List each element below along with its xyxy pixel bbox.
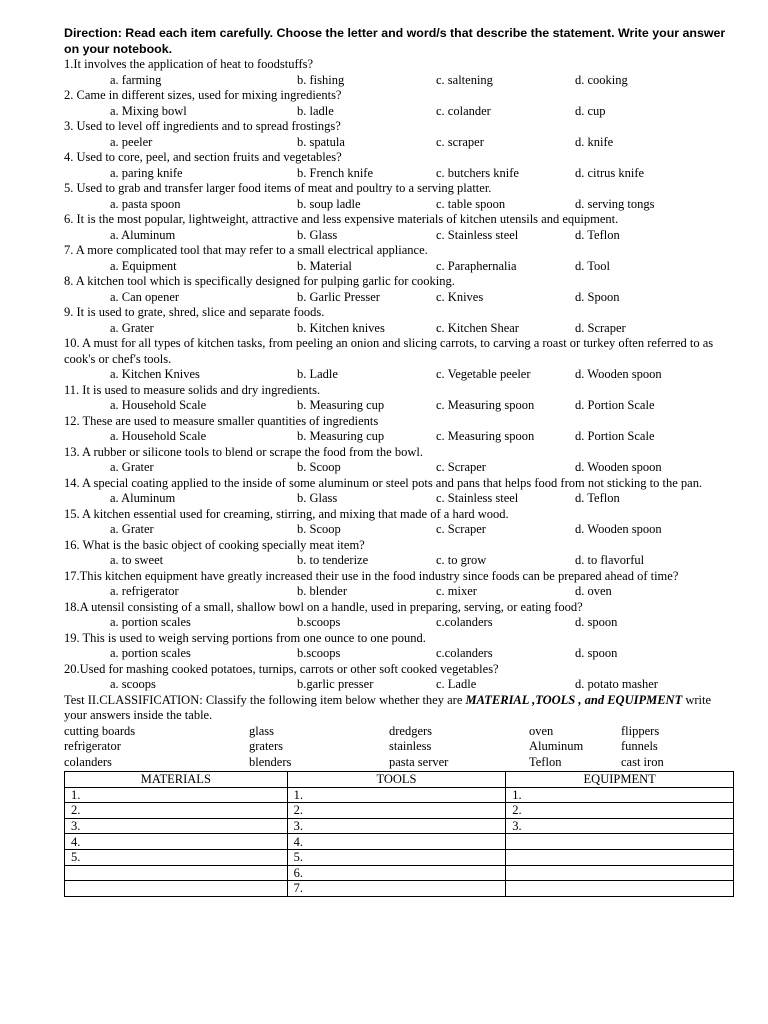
materials-cell [65,881,288,897]
option-c: c. Vegetable peeler [436,367,531,381]
option-d: d. spoon [575,646,618,660]
answer-options [64,290,734,306]
direction-label: Direction: [64,26,122,40]
question-text: 6. It is the most popular, lightweight, attractive and less expensive materials of kitchen utensils and equipment. [64,212,619,226]
option-a: a. to sweet [110,553,164,567]
option-b: b. fishing [297,72,345,87]
option-d: d. serving tongs [575,196,655,211]
equipment-cell [506,834,734,850]
option-a: a. Can opener [110,289,180,304]
option-d: d. cup [575,103,606,118]
table-header-row [65,772,734,788]
option-a: a. scoops [110,677,156,691]
option-d: d. Portion Scale [575,398,655,412]
table-row [65,881,734,897]
option-a: a. refrigerator [110,584,179,598]
option-b: b. ladle [297,103,334,118]
classification-item: blenders [249,754,292,769]
option-b: b. French knife [297,165,374,180]
option-c: c. mixer [436,584,477,598]
classification-item: pasta server [389,754,449,769]
answer-options [64,522,734,538]
option-b: b. Scoop [297,522,341,536]
question-text: 10. A must for all types of kitchen tasks, from peeling an onion and slicing carrots, to carving a roast or turkey often referred to as cook's or chef's tools. [64,336,714,366]
tools-cell: 3. [287,818,506,834]
option-c: c.colanders [436,646,493,660]
option-b: b.garlic presser [297,677,374,691]
question-text: 11. It is used to measure solids and dry ingredients. [64,382,321,397]
question-text: 5. Used to grab and transfer larger food items of meat and poultry to a serving platter. [64,181,492,195]
option-d: d. Scraper [575,320,626,335]
option-b: b. Scoop [297,460,341,474]
materials-cell: 1. [65,787,288,803]
header-equipment: EQUIPMENT [506,772,734,788]
classification-item: colanders [64,754,112,769]
answer-options [64,398,734,414]
option-a: a. farming [110,72,162,87]
option-b: b. Glass [297,491,338,505]
option-a: a. Household Scale [110,398,207,412]
option-c: c. Scraper [436,460,486,474]
option-a: a. Grater [110,522,154,536]
option-a: a. portion scales [110,646,191,660]
item-row [64,755,734,771]
answer-options [64,460,734,476]
classification-item: graters [249,739,284,753]
option-d: d. potato masher [575,677,658,691]
option-d: d. Wooden spoon [575,522,662,536]
answer-options [64,646,734,662]
direction-paragraph [64,26,734,57]
option-d: d. knife [575,134,614,149]
answer-options [64,615,734,631]
question-text: 12. These are used to measure smaller quantities of ingredients [64,413,379,428]
tools-cell: 2. [287,803,506,819]
classification-item: Aluminum [529,739,584,753]
classification-item: stainless [389,739,432,753]
equipment-cell [506,865,734,881]
option-b: b.scoops [297,646,341,660]
classification-table [64,771,734,897]
option-c: c. Scraper [436,522,486,536]
header-tools: TOOLS [287,772,506,788]
answer-options [64,491,734,507]
tools-cell: 7. [287,881,506,897]
option-d: d. Teflon [575,491,620,505]
table-row [65,803,734,819]
option-c: c. Stainless steel [436,491,519,505]
option-b: b. Measuring cup [297,429,385,443]
option-d: d. citrus knife [575,165,645,180]
option-d: d. Spoon [575,289,620,304]
option-a: a. Aluminum [110,491,176,505]
answer-options [64,584,734,600]
option-b: b. Garlic Presser [297,289,380,304]
option-c: c. Stainless steel [436,227,519,242]
question-text: 18.A utensil consisting of a small, shallow bowl on a handle, used in preparing, serving, or eating food? [64,599,583,614]
option-c: c. Measuring spoon [436,429,535,443]
tools-cell: 5. [287,849,506,865]
option-c: c. Ladle [436,677,477,691]
test-two-instructions [64,693,734,724]
question-text: 7. A more complicated tool that may refer to a small electrical appliance. [64,243,428,257]
option-a: a. portion scales [110,615,191,629]
option-a: a. Grater [110,320,154,335]
item-row [64,724,734,740]
answer-options [64,228,734,244]
option-d: d. Portion Scale [575,429,655,443]
answer-options [64,135,734,151]
option-b: b. Kitchen knives [297,320,385,335]
table-row [65,849,734,865]
question-list [64,57,734,693]
option-c: c. Kitchen Shear [436,320,519,335]
header-materials: MATERIALS [65,772,288,788]
option-b: b. soup ladle [297,196,361,211]
materials-cell: 4. [65,834,288,850]
equipment-cell [506,849,734,865]
option-b: b.scoops [297,615,341,629]
question-text: 2. Came in different sizes, used for mixing ingredients? [64,88,342,102]
test-two-intro: Test II.CLASSIFICATION: Classify the following item below whether they are [64,692,466,707]
option-c: c.colanders [436,615,493,629]
question-text: 15. A kitchen essential used for creaming, stirring, and mixing that made of a hard wood. [64,506,509,521]
option-d: d. to flavorful [575,553,645,567]
tools-cell: 4. [287,834,506,850]
table-row [65,787,734,803]
equipment-cell: 1. [506,787,734,803]
classification-item: Teflon [529,754,562,769]
question-text: 14. A special coating applied to the inside of some aluminum or steel pots and pans that helps food from not sticking to the pan. [64,475,703,490]
classification-item: dredgers [389,723,433,738]
answer-options [64,429,734,445]
option-a: a. Equipment [110,258,177,273]
option-c: c. saltening [436,72,493,87]
tools-cell: 1. [287,787,506,803]
option-a: a. peeler [110,134,153,149]
option-c: c. butchers knife [436,165,519,180]
answer-options [64,197,734,213]
test-two-outro: write your answers inside the table. [64,692,712,722]
question-text: 20.Used for mashing cooked potatoes, turnips, carrots or other soft cooked vegetables? [64,661,499,676]
question-text: 3. Used to level off ingredients and to spread frostings? [64,119,341,133]
classification-item: cast iron [621,754,664,769]
option-c: c. Paraphernalia [436,258,517,273]
answer-options [64,73,734,89]
answer-options [64,104,734,120]
classification-item: glass [249,723,274,738]
classification-item: cutting boards [64,723,136,738]
option-b: b. Measuring cup [297,398,385,412]
question-text: 9. It is used to grate, shred, slice and separate foods. [64,305,325,319]
test-two-emphasis: MATERIAL ,TOOLS , and EQUIPMENT [465,692,683,707]
materials-cell: 5. [65,849,288,865]
classification-item-list [64,724,734,771]
question-text: 1.It involves the application of heat to foodstuffs? [64,57,314,71]
option-d: d. cooking [575,72,628,87]
option-a: a. Kitchen Knives [110,367,200,381]
answer-options [64,321,734,337]
option-a: a. Mixing bowl [110,103,187,118]
option-b: b. Material [297,258,352,273]
option-c: c. Knives [436,289,484,304]
option-d: d. spoon [575,615,618,629]
question-text: 16. What is the basic object of cooking specially meat item? [64,537,365,552]
answer-options [64,166,734,182]
question-text: 19. This is used to weigh serving portions from one ounce to one pound. [64,630,426,645]
classification-item: funnels [621,739,658,753]
option-d: d. Tool [575,258,611,273]
option-b: b. blender [297,584,347,598]
option-a: a. pasta spoon [110,196,181,211]
worksheet-page [64,26,734,897]
item-row [64,739,734,755]
classification-item: flippers [621,723,660,738]
classification-item: refrigerator [64,739,121,753]
option-a: a. Grater [110,460,154,474]
option-b: b. to tenderize [297,553,369,567]
table-row [65,818,734,834]
direction-text: Read each item carefully. Choose the letter and word/s that describe the statement. Write your answer on your notebook. [64,26,726,56]
tools-cell: 6. [287,865,506,881]
materials-cell: 2. [65,803,288,819]
option-a: a. paring knife [110,165,183,180]
table-row [65,865,734,881]
option-c: c. to grow [436,553,487,567]
option-d: d. Wooden spoon [575,460,662,474]
question-text: 4. Used to core, peel, and section fruits and vegetables? [64,150,342,164]
answer-options [64,677,734,693]
materials-cell [65,865,288,881]
option-b: b. spatula [297,134,345,149]
option-a: a. Household Scale [110,429,207,443]
question-text: 17.This kitchen equipment have greatly increased their use in the food industry since foods can be prepared ahead of time? [64,568,679,583]
option-c: c. table spoon [436,196,506,211]
question-text: 8. A kitchen tool which is specifically designed for pulping garlic for cooking. [64,274,455,288]
answer-options [64,259,734,275]
table-row [65,834,734,850]
equipment-cell [506,881,734,897]
classification-item: oven [529,723,554,738]
option-a: a. Aluminum [110,227,176,242]
materials-cell: 3. [65,818,288,834]
answer-options [64,553,734,569]
question-text: 13. A rubber or silicone tools to blend or scrape the food from the bowl. [64,444,423,459]
option-c: c. scraper [436,134,484,149]
answer-options [64,367,734,383]
option-b: b. Ladle [297,367,338,381]
option-c: c. Measuring spoon [436,398,535,412]
option-c: c. colander [436,103,491,118]
option-d: d. Teflon [575,227,620,242]
option-b: b. Glass [297,227,338,242]
option-d: d. Wooden spoon [575,367,662,381]
equipment-cell: 3. [506,818,734,834]
option-d: d. oven [575,584,612,598]
equipment-cell: 2. [506,803,734,819]
